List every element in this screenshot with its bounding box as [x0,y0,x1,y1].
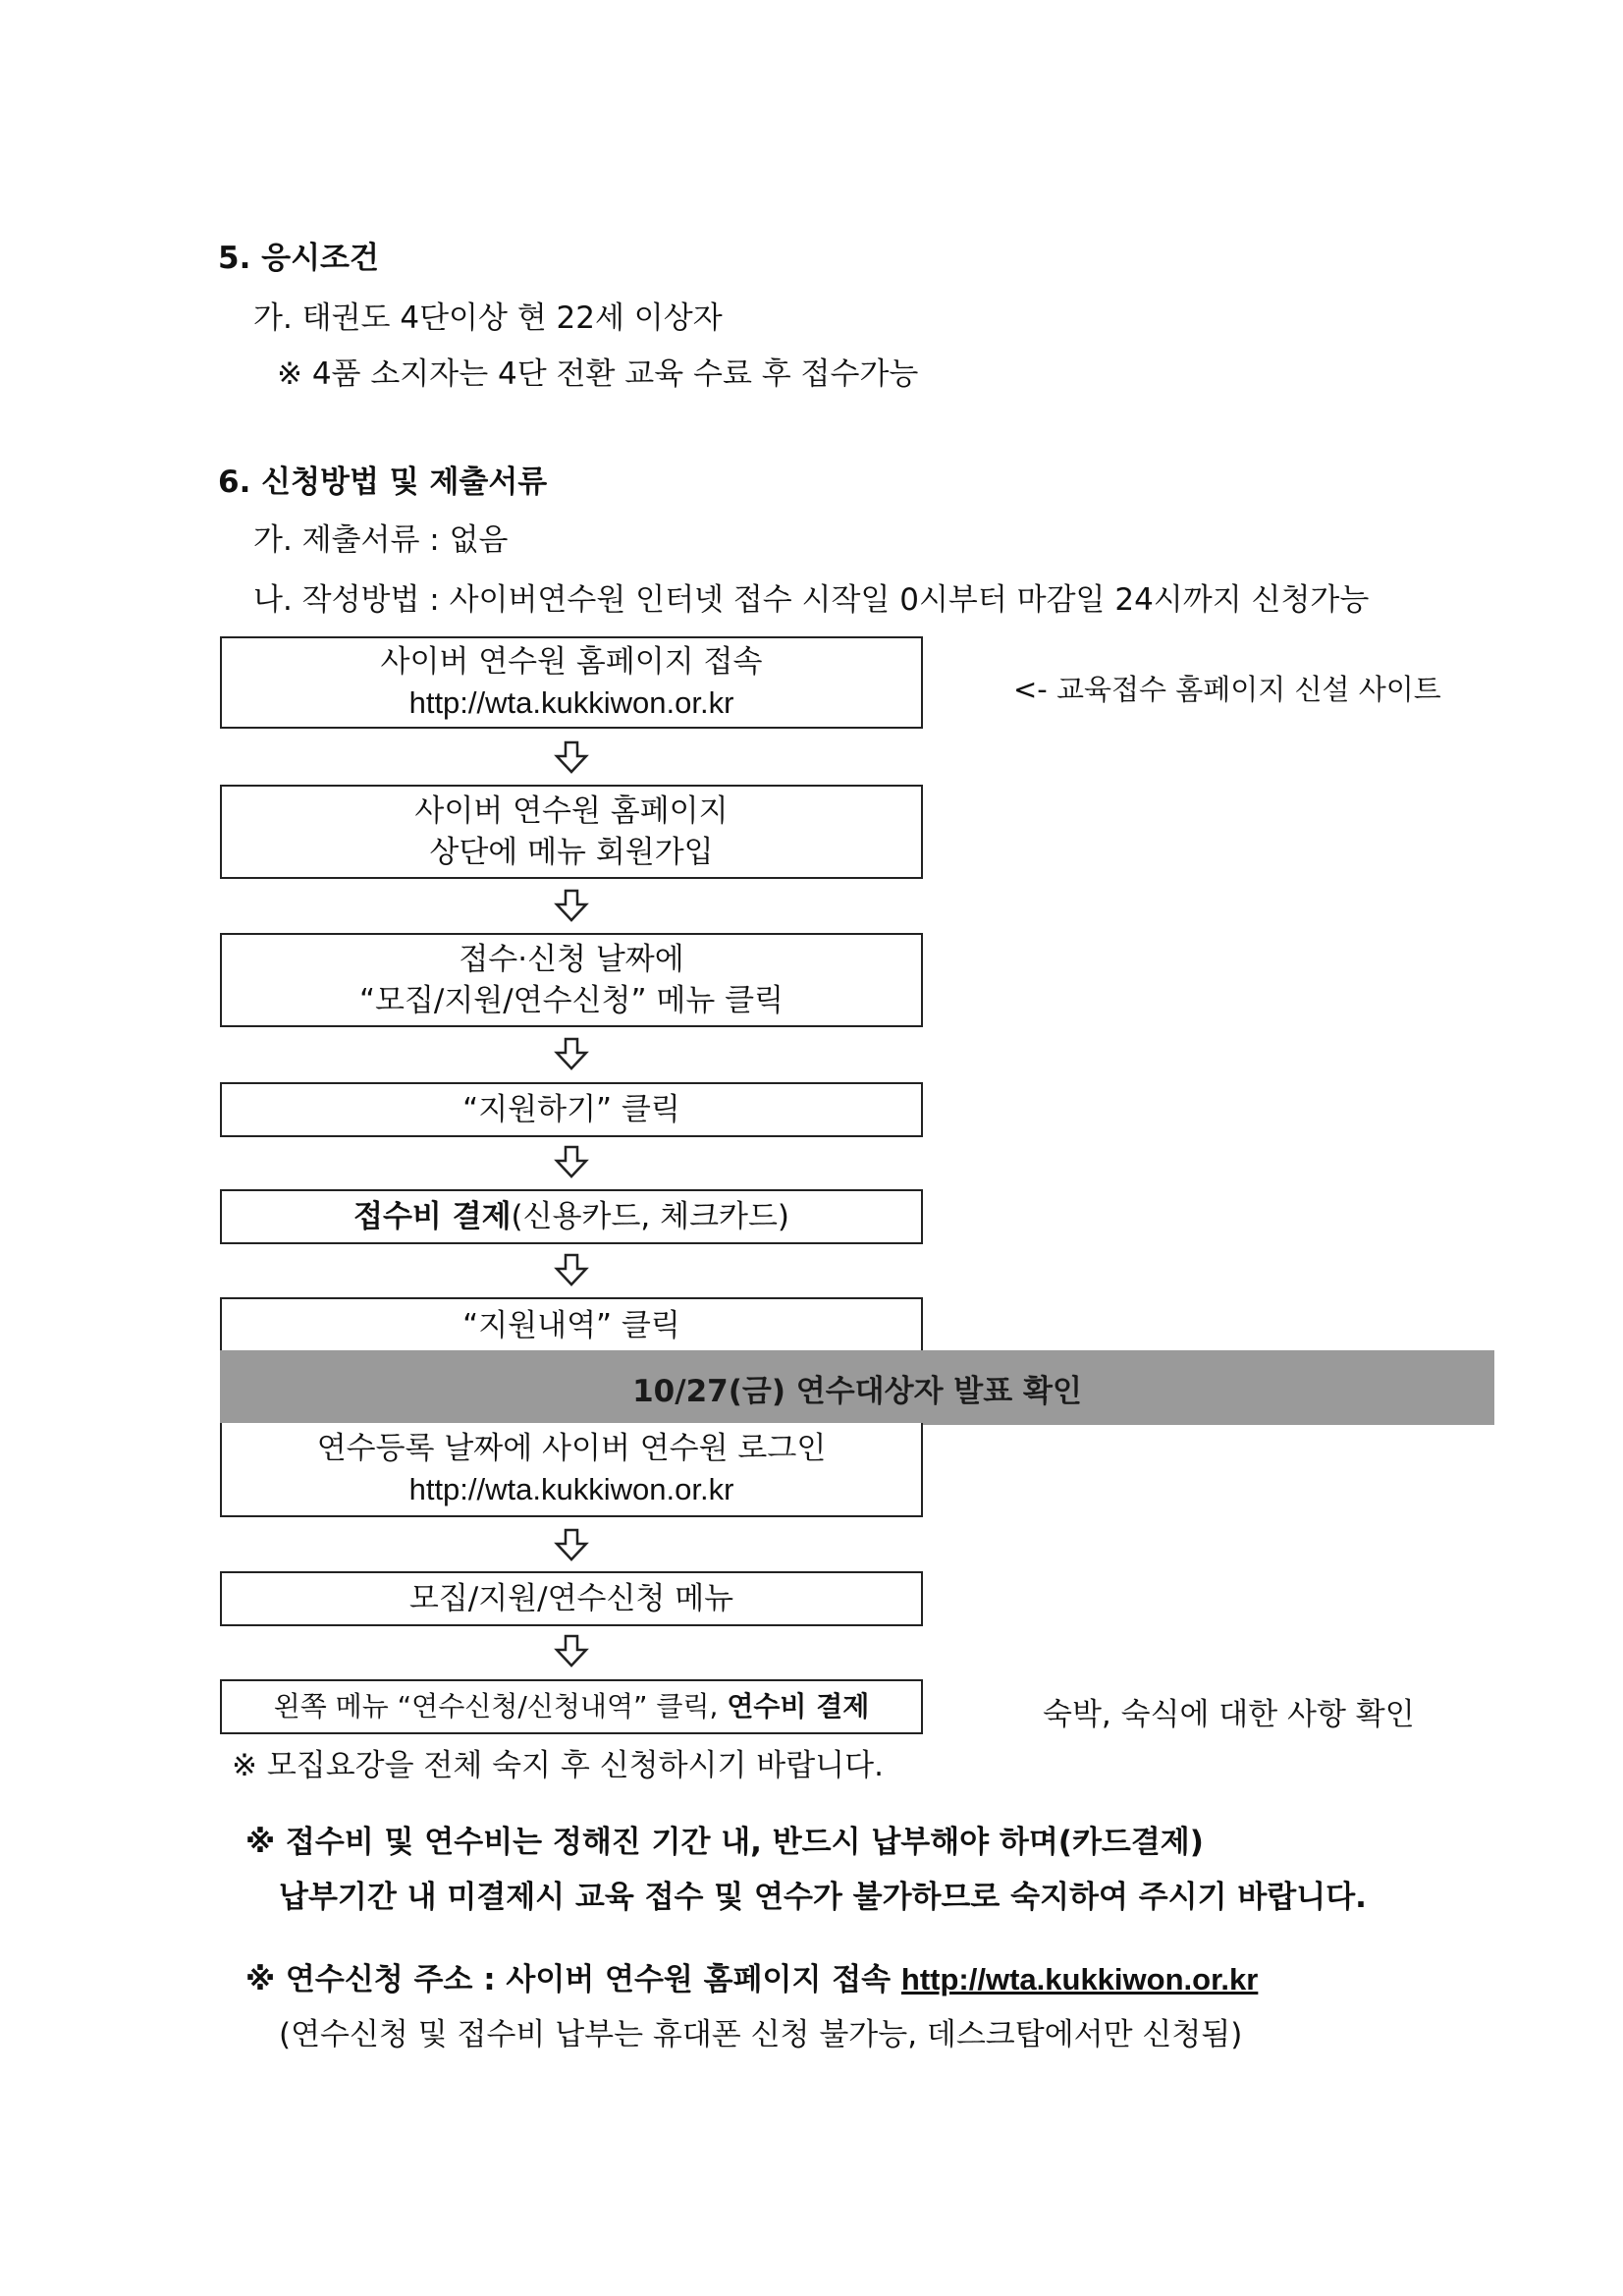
address-link[interactable]: http://wta.kukkiwon.or.kr [900,1962,1259,1996]
flow-step-9-side-note: 숙박, 숙식에 대한 사항 확인 [1043,1697,1415,1732]
down-arrow-icon [552,1528,591,1561]
section6-item-a: 가. 제출서류 : 없음 [253,522,509,558]
flow-step-9 [220,1679,923,1734]
flow-step-2 [220,785,923,879]
guideline-note: ※ 모집요강을 전체 숙지 후 신청하시기 바랍니다. [232,1748,884,1783]
flow-step-2-line1: 사이버 연수원 홈페이지 [414,793,729,829]
flow-step-1-text: 사이버 연수원 홈페이지 접속 [380,644,763,680]
flow-step-3-line1: 접수·신청 날짜에 [459,942,684,977]
address-prefix: ※ 연수신청 주소 : 사이버 연수원 홈페이지 접속 [245,1962,892,1997]
flow-step-6-text: “지원내역” 클릭 [462,1308,680,1343]
flow-step-5-text [353,1196,789,1237]
down-arrow-icon [552,889,591,922]
down-arrow-icon [552,1253,591,1286]
address-subnote: (연수신청 및 접수비 납부는 휴대폰 신청 불가능, 데스크탑에서만 신청됨) [279,2017,1243,2052]
flow-step-7 [220,1423,923,1517]
flow-step-9-bold: 연수비 결제 [727,1690,870,1722]
flow-step-1 [220,636,923,729]
flow-step-1-side-note: <- 교육접수 홈페이지 신설 사이트 [1013,673,1441,706]
flow-step-5-bold: 접수비 결제 [353,1199,512,1234]
flow-step-4-text: “지원하기” 클릭 [462,1092,680,1127]
section5-note: ※ 4품 소지자는 4단 전환 교육 수료 후 접수가능 [277,356,919,392]
flow-step-8-text: 모집/지원/연수신청 메뉴 [408,1581,734,1616]
flow-step-5 [220,1189,923,1244]
flow-step-7-url: http://wta.kukkiwon.or.kr [408,1472,734,1506]
flow-step-1-url: http://wta.kukkiwon.or.kr [408,685,734,720]
flow-step-7-text: 연수등록 날짜에 사이버 연수원 로그인 [316,1431,827,1466]
section5-item-a: 가. 태권도 4단이상 현 22세 이상자 [253,301,723,336]
down-arrow-icon [552,1037,591,1070]
down-arrow-icon [552,740,591,774]
flow-step-3 [220,933,923,1027]
payment-note-line2: 납부기간 내 미결제시 교육 접수 및 연수가 불가하므로 숙지하여 주시기 바랍니다. [279,1880,1367,1915]
section6-item-b: 나. 작성방법 : 사이버연수원 인터넷 접수 시작일 0시부터 마감일 24시까지 신청가능 [253,582,1370,618]
section5-title: 5. 응시조건 [218,241,379,276]
flow-step-2-line2: 상단에 메뉴 회원가입 [429,835,714,870]
flow-step-4 [220,1082,923,1137]
flow-step-8 [220,1571,923,1626]
down-arrow-icon [552,1145,591,1178]
flow-step-9-text [274,1686,870,1727]
address-note [245,1954,1258,1998]
announcement-banner: 10/27(금) 연수대상자 발표 확인 [220,1350,1494,1425]
flow-step-5-rest: (신용카드, 체크카드) [511,1199,789,1234]
flow-step-6 [220,1297,923,1354]
flow-step-9-normal: 왼쪽 메뉴 “연수신청/신청내역” 클릭, [273,1690,719,1722]
down-arrow-icon [552,1634,591,1667]
payment-note-line1: ※ 접수비 및 연수비는 정해진 기간 내, 반드시 납부해야 하며(카드결제) [245,1825,1204,1860]
section6-title: 6. 신청방법 및 제출서류 [218,465,548,500]
flow-step-3-line2: “모집/지원/연수신청” 메뉴 클릭 [358,983,784,1018]
